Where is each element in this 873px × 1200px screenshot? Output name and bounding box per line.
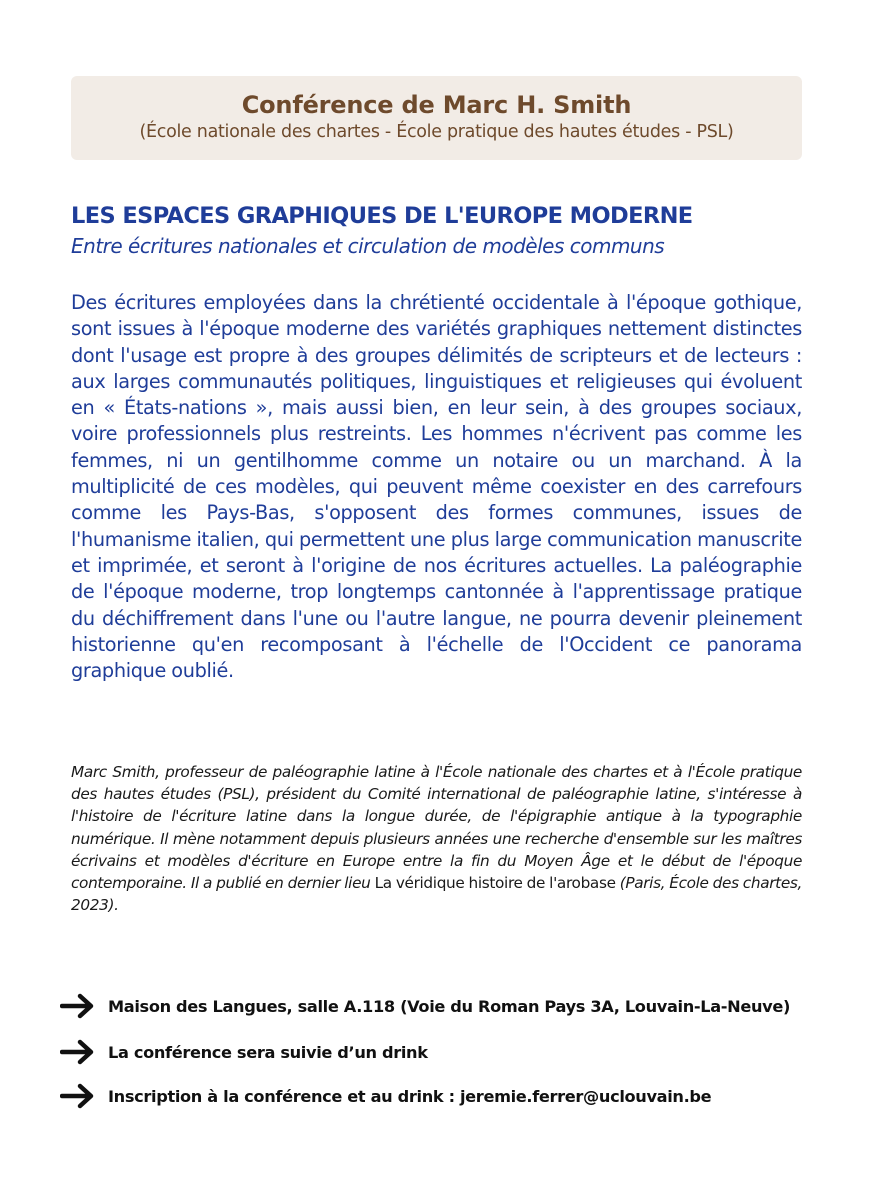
- speaker-affiliation: (École nationale des chartes - École pratique des hautes études - PSL): [139, 122, 734, 142]
- header-box: [71, 76, 802, 160]
- bio-book-title: La véridique histoire de l'arobase: [374, 874, 616, 893]
- speaker-bio: [71, 761, 802, 916]
- info-registration: Inscription à la conférence et au drink : jeremie.ferrer@uclouvain.be: [108, 1086, 712, 1106]
- info-location: Maison des Langues, salle A.118 (Voie du Roman Pays 3A, Louvain-La-Neuve): [108, 996, 791, 1016]
- info-drink-row: [60, 1038, 820, 1066]
- lecture-subtitle: Entre écritures nationales et circulation de modèles communs: [71, 234, 665, 258]
- bio-text-end: (Paris, École des chartes, 2023).: [71, 874, 803, 915]
- lecture-abstract: Des écritures employées dans la chrétienté occidentale à l'époque gothique, sont issues à l'époque moderne des variétés graphiques nettement distinctes dont l'usage est propre à des groupes délimités de scripteurs et de lecteurs : aux larges communautés politiques, linguistiques et religieuses qui évoluent en « États-nations », mais aussi bien, en leur sein, à des groupes sociaux, voire professionnels plus restreints. Les hommes n'écrivent pas comme les femmes, ni un gentilhomme comme un notaire ou un marchand. À la multiplicité de ces modèles, qui peuvent même coexister en des carrefours comme les Pays-Bas, s'opposent des formes communes, issues de l'humanisme italien, qui permettent une plus large communication manuscrite et imprimée, et seront à l'origine de nos écritures actuelles. La paléographie de l'époque moderne, trop longtemps cantonnée à l'apprentissage pratique du déchiffrement dans l'une ou l'autre langue, ne pourra devenir pleinement historienne qu'en recomposant à l'échelle de l'Occident ce panorama graphique oublié.: [71, 291, 802, 683]
- speaker-title: Conférence de Marc H. Smith: [241, 91, 632, 119]
- arrow-right-icon: [60, 1082, 96, 1110]
- info-registration-row: [60, 1082, 820, 1110]
- info-drink: La conférence sera suivie d’un drink: [108, 1042, 428, 1062]
- lecture-title: LES ESPACES GRAPHIQUES DE L'EUROPE MODERNE: [71, 203, 693, 229]
- arrow-right-icon: [60, 992, 96, 1020]
- arrow-right-icon: [60, 1038, 96, 1066]
- bio-text: Marc Smith, professeur de paléographie latine à l'École nationale des chartes et à l'École pratique des hautes études (PSL), président du Comité international de paléographie latine, s'intéresse à l'histoire de l'écriture latine dans la longue durée, de l'épigraphie antique à la typographie numérique. Il mène notamment depuis plusieurs années une recherche d'ensemble sur les maîtres écrivains et modèles d'écriture en Europe entre la fin du Moyen Âge et le début de l'époque contemporaine. Il a publié en dernier lieu: [71, 763, 802, 893]
- info-location-row: [60, 992, 820, 1020]
